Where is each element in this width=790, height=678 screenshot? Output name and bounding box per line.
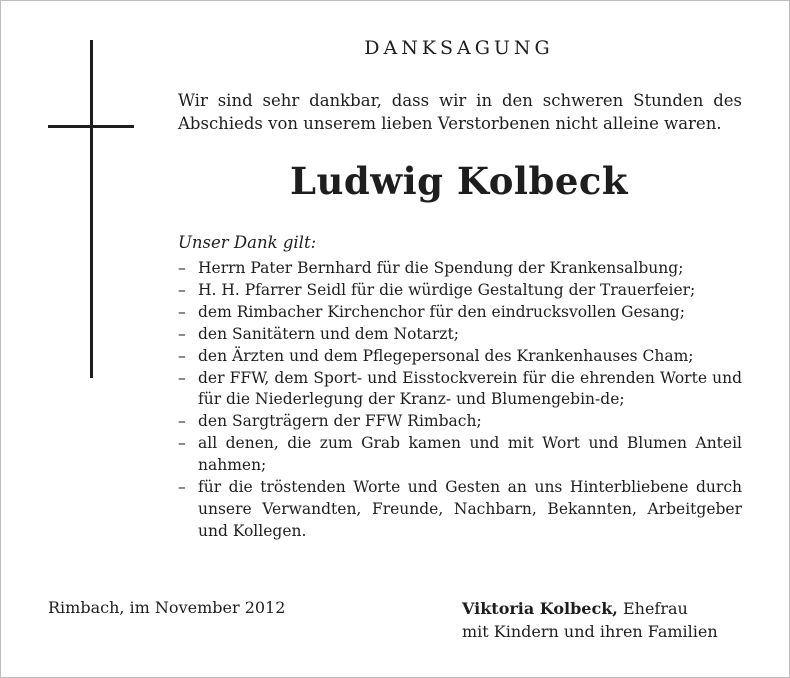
list-item: [178, 433, 742, 477]
list-item: [178, 280, 742, 302]
list-item-text: den Sargträgern der FFW Rimbach;: [198, 412, 482, 431]
signer-line: [462, 597, 718, 620]
list-item: [178, 477, 742, 543]
cross-horizontal-bar: [48, 125, 134, 128]
dash-marker: –: [178, 346, 186, 365]
list-item: [178, 324, 742, 346]
dash-marker: –: [178, 412, 186, 431]
notice-heading: DANKSAGUNG: [364, 37, 554, 59]
list-item-text: dem Rimbacher Kirchenchor für den eindrucksvollen Gesang;: [198, 302, 685, 321]
dash-marker: –: [178, 259, 186, 277]
list-item: [178, 368, 742, 412]
signer-family: mit Kindern und ihren Familien: [462, 622, 718, 641]
dash-marker: –: [178, 302, 186, 321]
dash-marker: –: [178, 434, 186, 453]
dash-marker: –: [178, 280, 186, 299]
signature-block: [462, 597, 718, 643]
list-item-text: den Sanitätern und dem Notarzt;: [198, 324, 459, 343]
dash-marker: –: [178, 324, 186, 343]
place-date: Rimbach, im November 2012: [48, 598, 286, 617]
dash-marker: –: [178, 368, 186, 387]
deceased-name: Ludwig Kolbeck: [289, 159, 629, 203]
cross-vertical-bar: [90, 40, 93, 378]
list-item: [178, 346, 742, 368]
thanks-label: Unser Dank gilt:: [178, 233, 317, 252]
list-item-text: Herrn Pater Bernhard für die Spendung der Krankensalbung;: [198, 259, 684, 277]
list-item: [178, 411, 742, 433]
list-item-text: für die tröstenden Worte und Gesten an uns Hinterbliebene durch unsere Verwandten, Freunde, Nachbarn, Bekannten, Arbeitgeber und Kollegen.: [198, 478, 742, 540]
list-item: [178, 302, 742, 324]
dash-marker: –: [178, 478, 186, 497]
intro-text: Wir sind sehr dankbar, dass wir in den schweren Stunden des Abschieds von unserem lieben Verstorbenen nicht alleine waren.: [178, 91, 742, 133]
list-item-text: den Ärzten und dem Pflegepersonal des Krankenhauses Cham;: [198, 346, 694, 365]
signer-role: Ehefrau: [622, 599, 688, 618]
signer-name: Viktoria Kolbeck,: [462, 599, 618, 618]
thanks-list: [178, 258, 742, 543]
list-item-text: all denen, die zum Grab kamen und mit Wort und Blumen Anteil nahmen;: [198, 434, 742, 475]
list-item-text: H. H. Pfarrer Seidl für die würdige Gestaltung der Trauerfeier;: [198, 280, 696, 299]
list-item-text: der FFW, dem Sport- und Eisstockverein für die ehrenden Worte und für die Niederlegung der Kranz- und Blumengebin-de;: [198, 368, 742, 409]
list-item: [178, 258, 742, 280]
